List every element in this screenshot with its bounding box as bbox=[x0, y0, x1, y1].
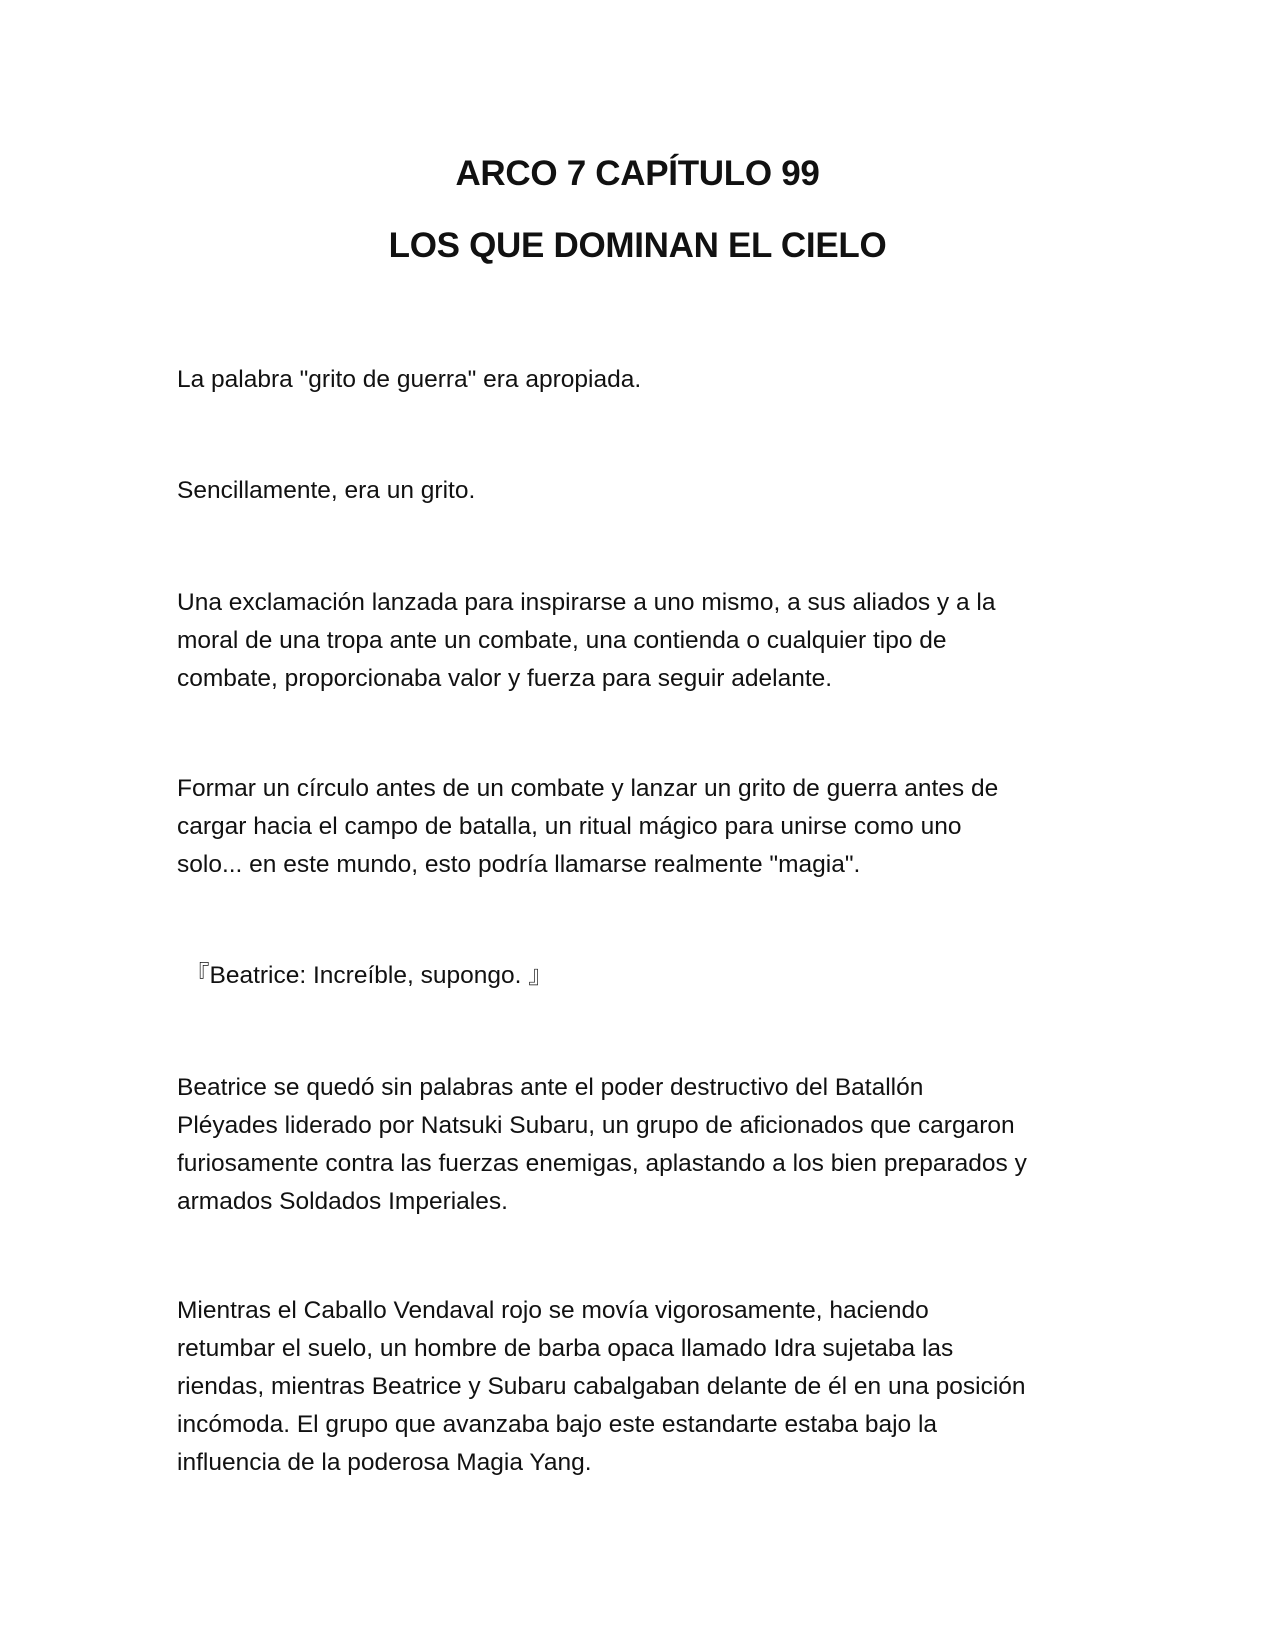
paragraph-3: Una exclamación lanzada para inspirarse a uno mismo, a sus aliados y a la moral de una tropa ante un combate, una contienda o cualquier tipo de combate, proporcionaba valor y fuerza para seguir adelante. bbox=[177, 589, 996, 692]
paragraph-4: Formar un círculo antes de un combate y lanzar un grito de guerra antes de cargar hacia el campo de batalla, un ritual mágico para unirse como uno solo... en este mundo, esto podría llamarse realmente "magia". bbox=[177, 775, 999, 878]
paragraph-1: La palabra "grito de guerra" era apropiada. bbox=[177, 366, 642, 393]
paragraph-7: Mientras el Caballo Vendaval rojo se movía vigorosamente, haciendo retumbar el suelo, un hombre de barba opaca llamado Idra sujetaba las riendas, mientras Beatrice y Subaru cabalgaban delante de él en una posición incómoda. El grupo que avanzaba bajo este estandarte estaba bajo la influencia de la poderosa Magia Yang. bbox=[177, 1297, 1026, 1476]
dialogue-line: 『Beatrice: Increíble, supongo. 』 bbox=[185, 962, 553, 989]
chapter-title: ARCO 7 CAPÍTULO 99 bbox=[455, 154, 820, 193]
chapter-subtitle: LOS QUE DOMINAN EL CIELO bbox=[388, 226, 887, 265]
paragraph-2: Sencillamente, era un grito. bbox=[177, 477, 476, 504]
paragraph-6: Beatrice se quedó sin palabras ante el poder destructivo del Batallón Pléyades liderado por Natsuki Subaru, un grupo de aficionados que cargaron furiosamente contra las fuerzas enemigas, aplastando a los bien preparados y armados Soldados Imperiales. bbox=[177, 1074, 1027, 1215]
